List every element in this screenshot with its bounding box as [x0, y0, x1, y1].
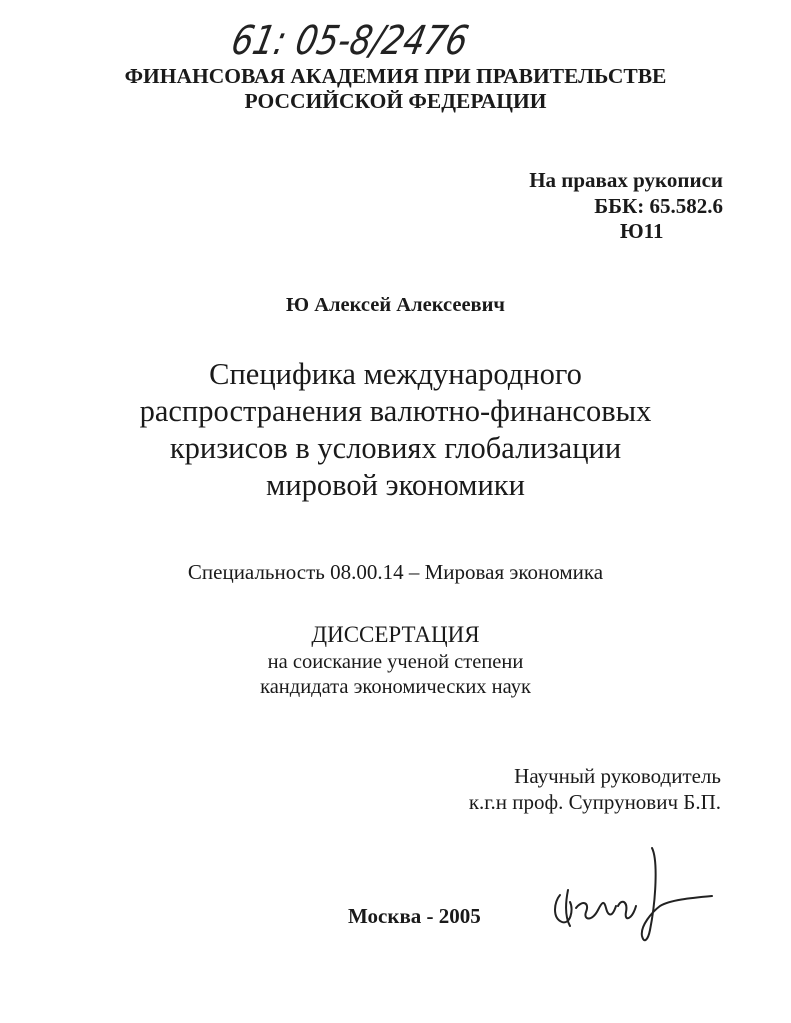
handwritten-code-text: 61: 05-8/2476	[227, 16, 521, 64]
title-line-3: кризисов в условиях глобализации	[169, 431, 622, 465]
title-line-4: мировой экономики	[266, 468, 525, 502]
supervisor-name: к.г.н проф. Супрунович Б.П.	[468, 790, 721, 814]
author-name: Ю Алексей Алексеевич	[286, 294, 505, 316]
city-year: Москва - 2005	[348, 904, 481, 928]
organization-line-1: ФИНАНСОВАЯ АКАДЕМИЯ ПРИ ПРАВИТЕЛЬСТВЕ	[124, 64, 667, 88]
dissertation-title	[0, 356, 791, 504]
signature-icon	[540, 840, 720, 950]
organization-line-2: РОССИЙСКОЙ ФЕДЕРАЦИИ	[244, 89, 547, 113]
title-line-1: Специфика международного	[209, 357, 582, 391]
degree-line-1: на соискание ученой степени	[267, 651, 524, 673]
title-line-2: распространения валютно-финансовых	[139, 394, 652, 428]
supervisor-role: Научный руководитель	[514, 764, 721, 788]
author-mark-code: Ю11	[620, 219, 664, 243]
handwritten-archive-code	[227, 10, 521, 70]
specialty: Специальность 08.00.14 – Мировая экономика	[187, 560, 604, 584]
bbk-code: ББК: 65.582.6	[594, 194, 723, 218]
degree-line-2: кандидата экономических наук	[260, 676, 531, 698]
manuscript-rights-label: На правах рукописи	[529, 168, 723, 192]
document-type: ДИССЕРТАЦИЯ	[311, 622, 480, 647]
